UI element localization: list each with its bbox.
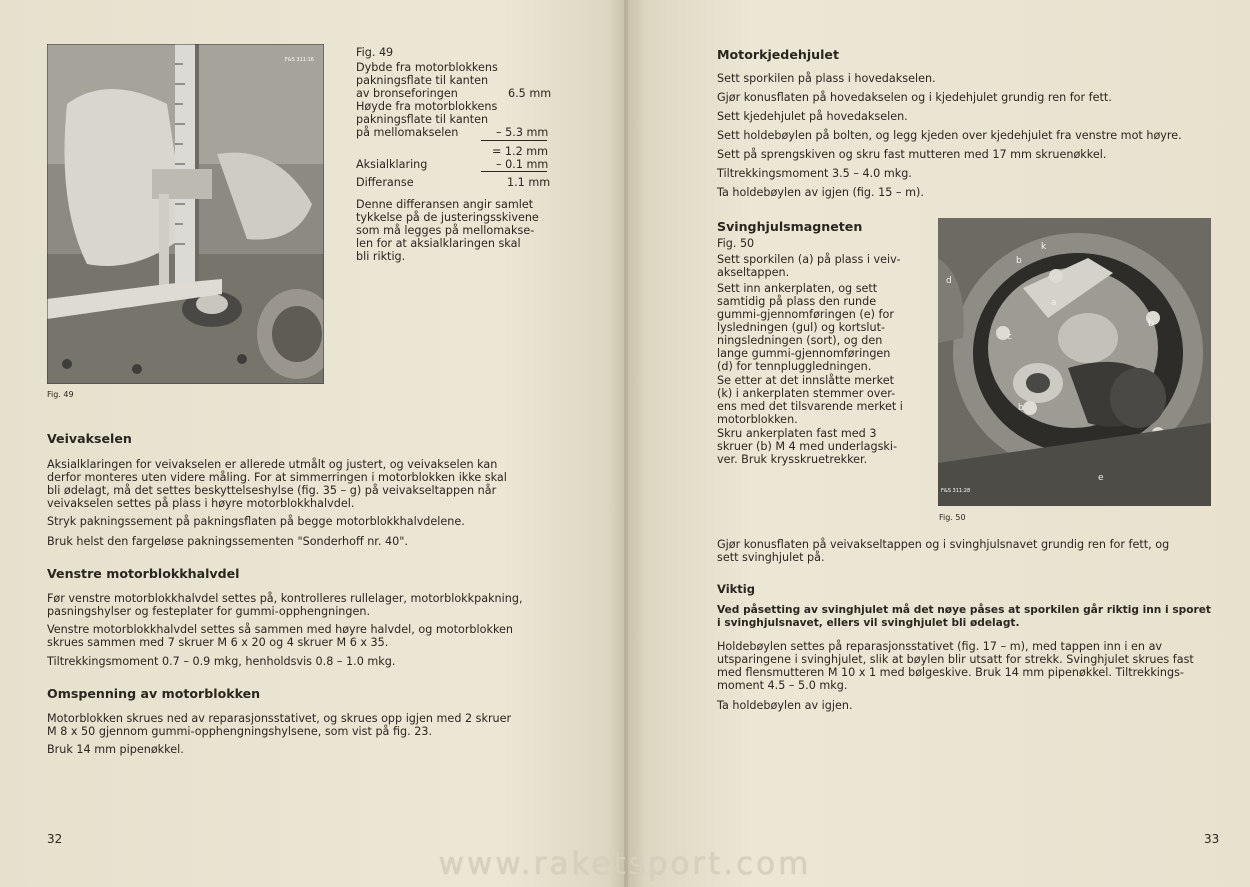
body-line: Sett holdebøylen på bolten, og legg kjeden over kjedehjulet fra venstre mot høyre. (717, 129, 1182, 142)
page-number-left: 32 (47, 832, 63, 846)
fig50-illustration (938, 218, 1211, 506)
body-line: Ta holdebøylen av igjen. (717, 699, 853, 712)
fig49-paragraph: len for at aksialklaringen skal (356, 237, 521, 250)
body-line: akseltappen. (717, 266, 790, 279)
fig49-photo-code: F&S 311:16 (284, 57, 314, 63)
fig50-label-c: c (1007, 332, 1012, 342)
fig49-line: Høyde fra motorblokkens (356, 100, 498, 113)
body-line: motorblokken. (717, 413, 798, 426)
fig50-label-b: b (1148, 319, 1154, 329)
body-line: moment 4.5 – 5.0 mkg. (717, 679, 848, 692)
body-line: derfor monteres uten videre måling. For at simmerringen i motorblokken ikke skal (47, 471, 507, 484)
warning-line: i svinghjulsnavet, ellers vil svinghjulet bli ødelagt. (717, 617, 1020, 629)
body-line: lysledningen (gul) og kortslut- (717, 321, 886, 334)
body-line: Tiltrekkingsmoment 0.7 – 0.9 mkg, henholdsvis 0.8 – 1.0 mkg. (47, 655, 396, 668)
right-page (628, 0, 1250, 887)
veivakselen-heading: Veivakselen (47, 431, 132, 446)
body-line: Se etter at det innslåtte merket (717, 374, 894, 387)
body-line: (k) i ankerplaten stemmer over- (717, 387, 896, 400)
body-line: M 8 x 50 gjennom gummi-opphengningshylsene, som vist på fig. 23. (47, 725, 433, 738)
fig49-line: av bronseforingen (356, 87, 458, 100)
venstre-heading: Venstre motorblokkhalvdel (47, 566, 240, 581)
body-line: (d) for tennpluggledningen. (717, 360, 872, 373)
body-line: samtidig på plass den runde (717, 295, 877, 308)
body-line: Holdebøylen settes på reparasjonsstativet (fig. 17 – m), med tappen inn i en av (717, 640, 1163, 653)
fig50-label-b: b (1016, 256, 1022, 266)
body-line: Skru ankerplaten fast med 3 (717, 427, 877, 440)
body-line: Tiltrekkingsmoment 3.5 – 4.0 mkg. (717, 167, 912, 180)
body-line: Stryk pakningssement på pakningsflaten på begge motorblokkhalvdelene. (47, 515, 465, 528)
body-line: Aksialklaringen for veivakselen er allerede utmålt og justert, og veivakselen kan (47, 458, 498, 471)
fig49-line: på mellomakselen (356, 126, 459, 139)
fig49-paragraph: tykkelse på de justeringsskivene (356, 211, 539, 224)
fig50-photo (938, 218, 1211, 506)
body-line: ver. Bruk krysskruetrekker. (717, 453, 868, 466)
fig49-line: pakningsflate til kanten (356, 74, 489, 87)
body-line: Bruk helst den fargeløse pakningssementen "Sonderhoff nr. 40". (47, 535, 408, 548)
magneten-fig: Fig. 50 (717, 237, 755, 250)
fig50-label-k: k (1041, 242, 1047, 252)
fig49-paragraph: Denne differansen angir samlet (356, 198, 534, 211)
body-line: Motorblokken skrues ned av reparasjonsstativet, og skrues opp igjen med 2 skruer (47, 712, 512, 725)
fig49-line: Dybde fra motorblokkens (356, 61, 498, 74)
body-line: Sett inn ankerplaten, og sett (717, 282, 878, 295)
watermark: www.raketsport.com (438, 846, 812, 882)
fig49-rule (481, 140, 547, 141)
fig49-caption: Fig. 49 (47, 390, 74, 399)
fig49-value: 1.1 mm (507, 176, 551, 189)
fig50-photo-code: F&S 311:28 (941, 488, 971, 494)
body-line: Sett på sprengskiven og skru fast mutteren med 17 mm skruenøkkel. (717, 148, 1107, 161)
fig49-paragraph: som må legges på mellomaksе- (356, 224, 535, 237)
body-line: ningsledningen (sort), og den (717, 334, 883, 347)
body-line: sett svinghjulet på. (717, 551, 825, 564)
body-line: Bruk 14 mm pipenøkkel. (47, 743, 184, 756)
kjedehjulet-heading: Motorkjedehjulet (717, 47, 839, 62)
body-line: Ta holdebøylen av igjen (fig. 15 – m). (717, 186, 924, 199)
fig49-line: Differanse (356, 176, 414, 189)
omspenning-heading: Omspenning av motorblokken (47, 686, 261, 701)
body-line: skruer (b) M 4 med underlagski- (717, 440, 898, 453)
body-line: Før venstre motorblokkhalvdel settes på, kontrolleres rullelager, motorblokkpakning, (47, 592, 523, 605)
body-line: gummi-gjennomføringen (e) for (717, 308, 894, 321)
viktig-heading: Viktig (717, 582, 755, 596)
page-number-right: 33 (1204, 832, 1220, 846)
fig50-label-a: a (1051, 298, 1057, 308)
body-line: Sett sporkilen på plass i hovedakselen. (717, 72, 936, 85)
body-line: ens med det tilsvarende merket i (717, 400, 903, 413)
body-line: Sett kjedehjulet på hovedakselen. (717, 110, 908, 123)
fig50-label-d: d (946, 276, 952, 286)
fig49-title: Fig. 49 (356, 46, 394, 59)
body-line: utsparingene i svinghjulet, slik at bøylen blir utsatt for strekk. Svinghjulet skrues fast (717, 653, 1194, 666)
body-line: Gjør konusflaten på veivakseltappen og i svinghjulsnavet grundig ren for fett, og (717, 538, 1170, 551)
body-line: Venstre motorblokkhalvdel settes så sammen med høyre halvdel, og motorblokken (47, 623, 514, 636)
fig49-line: Aksialklaring (356, 158, 428, 171)
fig49-value: – 0.1 mm (496, 158, 549, 171)
fig49-photo (47, 44, 324, 384)
fig49-value: – 5.3 mm (496, 126, 549, 139)
body-line: skrues sammen med 7 skruer M 6 x 20 og 4 skruer M 6 x 35. (47, 636, 389, 649)
fig49-line: pakningsflate til kanten (356, 113, 489, 126)
body-line: pasningshylser og festeplater for gummi-opphengningen. (47, 605, 371, 618)
body-line: med flensmutteren M 10 x 1 med bølgeskive. Bruk 14 mm pipenøkkel. Tiltrekkings- (717, 666, 1184, 679)
fig49-rule (481, 171, 547, 172)
fig50-caption: Fig. 50 (939, 513, 966, 522)
fig49-illustration (47, 44, 324, 384)
fig49-paragraph: bli riktig. (356, 250, 406, 263)
body-line: Gjør konusflaten på hovedakselen og i kjedehjulet grundig ren for fett. (717, 91, 1112, 104)
fig49-value: 6.5 mm (508, 87, 552, 100)
fig50-label-e: e (1098, 473, 1104, 483)
body-line: bli ødelagt, må det settes beskyttelseshylse (fig. 35 – g) på veivakseltappen når (47, 484, 497, 497)
magneten-heading: Svinghjulsmagneten (717, 219, 863, 234)
body-line: Sett sporkilen (a) på plass i veiv- (717, 253, 901, 266)
warning-line: Ved påsetting av svinghjulet må det nøye påses at sporkilen går riktig inn i sporet (717, 604, 1211, 616)
body-line: veivakselen settes på plass i høyre motorblokkhalvdel. (47, 497, 355, 510)
body-line: lange gummi-gjennomføringen (717, 347, 891, 360)
fig50-label-b: b (1018, 403, 1024, 413)
fig49-value: = 1.2 mm (492, 145, 549, 158)
